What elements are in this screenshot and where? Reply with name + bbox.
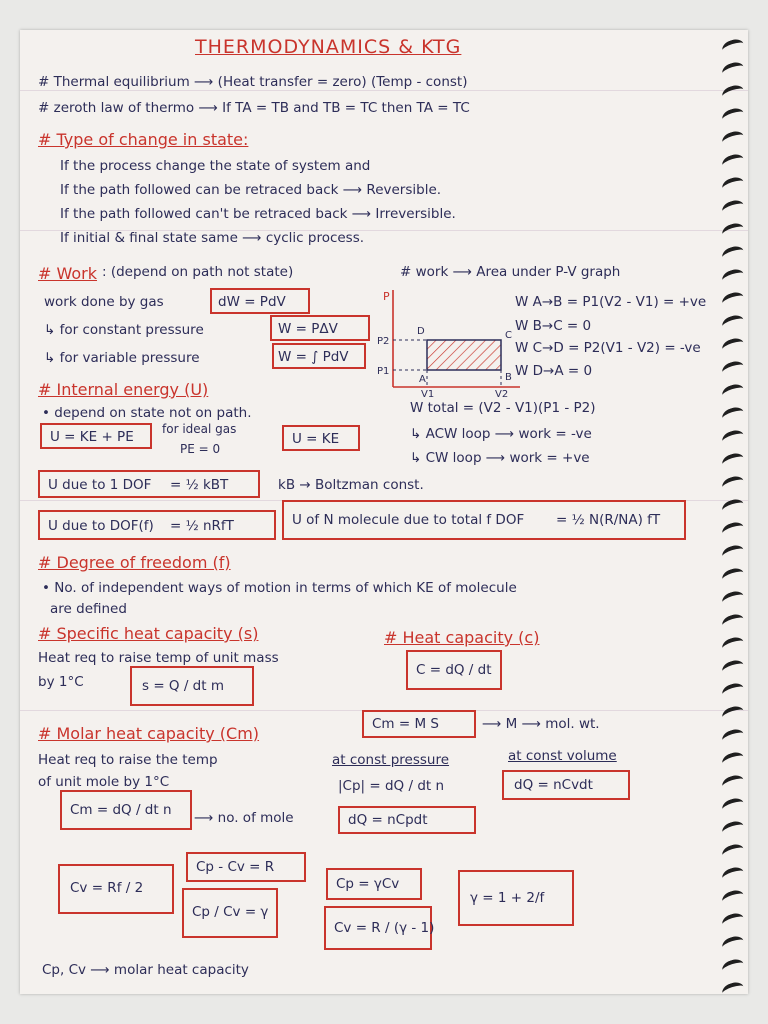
- work-da: W D→A = 0: [515, 363, 593, 379]
- spiral-coil: [720, 980, 745, 1000]
- gamma-ratio-eq: Cp / Cv = γ: [192, 904, 269, 920]
- specific-heat-line-2: by 1°C: [38, 674, 84, 690]
- p2-label: P2: [377, 336, 390, 347]
- cm-ms-eq: Cm = M S: [372, 716, 439, 732]
- spiral-coil: [720, 405, 745, 425]
- spiral-coil: [720, 750, 745, 770]
- page-title: THERMODYNAMICS & KTG: [195, 36, 462, 58]
- var-pressure-eq: W = ∫ PdV: [278, 349, 349, 365]
- work-graph-note: # work ⟶ Area under P-V graph: [400, 264, 621, 280]
- molar-heat-line-1: Heat req to raise the temp: [38, 752, 218, 768]
- spiral-coil: [720, 842, 745, 862]
- dof-line-1: • No. of independent ways of motion in terms of which KE of molecule: [42, 580, 517, 596]
- spiral-coil: [720, 152, 745, 172]
- pe-zero-note: PE = 0: [180, 442, 221, 456]
- cw-loop-line: ↳ CW loop ⟶ work = +ve: [410, 450, 590, 466]
- spiral-coil: [720, 382, 745, 402]
- u-n-molecule-label: U of N molecule due to total f DOF: [292, 512, 525, 528]
- spiral-coil: [720, 129, 745, 149]
- spiral-coil: [720, 83, 745, 103]
- cv-rf-eq: Cv = Rf / 2: [70, 880, 144, 896]
- spiral-coil: [720, 635, 745, 655]
- v1-label: V1: [421, 389, 435, 397]
- ideal-gas-note: for ideal gas: [162, 422, 237, 436]
- mayer-eq: Cp - Cv = R: [196, 859, 275, 875]
- const-pressure-heading: at const pressure: [332, 752, 450, 768]
- acw-loop-line: ↳ ACW loop ⟶ work = -ve: [410, 426, 592, 442]
- u-1dof-label: U due to 1 DOF: [48, 477, 152, 493]
- spiral-coil: [720, 359, 745, 379]
- internal-energy-line-1: • depend on state not on path.: [42, 405, 252, 421]
- cm-eq: Cm = dQ / dt n: [70, 802, 172, 818]
- spiral-coil: [720, 957, 745, 977]
- no-of-mole-note: ⟶ no. of mole: [194, 810, 294, 826]
- spiral-coil: [720, 428, 745, 448]
- spiral-coil: [720, 543, 745, 563]
- heat-capacity-eq: C = dQ / dt: [416, 662, 492, 678]
- dq-cp-eq: dQ = nCpdt: [348, 812, 428, 828]
- const-volume-heading: at const volume: [508, 748, 617, 764]
- types-line-1: If the process change the state of system and: [60, 158, 371, 174]
- pv-graph: [375, 282, 525, 397]
- spiral-coil: [720, 819, 745, 839]
- ke-pe-eq: U = KE + PE: [50, 429, 134, 445]
- spiral-coil: [720, 796, 745, 816]
- cv-gamma-eq: Cv = R / (γ - 1): [334, 920, 435, 936]
- spiral-coil: [720, 612, 745, 632]
- u-dof-eq: = ½ nRfT: [170, 518, 234, 534]
- cp-definition: |Cp| = dQ / dt n: [338, 778, 445, 794]
- spiral-coil: [720, 60, 745, 80]
- work-ab: W A→B = P1(V2 - V1) = +ve: [515, 294, 707, 310]
- heat-capacity-heading: # Heat capacity (c): [384, 628, 540, 647]
- p1-label: P1: [377, 366, 390, 377]
- types-line-2: If the path followed can be retraced back ⟶ Reversible.: [60, 182, 442, 198]
- specific-heat-heading: # Specific heat capacity (s): [38, 624, 259, 643]
- point-a: A: [419, 374, 426, 385]
- dof-line-2: are defined: [50, 601, 127, 617]
- notebook-page: [20, 30, 748, 994]
- molar-heat-line-2: of unit mole by 1°C: [38, 774, 170, 790]
- types-line-4: If initial & final state same ⟶ cyclic process.: [60, 230, 365, 246]
- point-c: C: [505, 330, 512, 341]
- specific-heat-eq: s = Q / dt m: [142, 678, 224, 694]
- work-bc: W B→C = 0: [515, 318, 592, 334]
- const-pressure-label: ↳ for constant pressure: [44, 322, 204, 338]
- spiral-coil: [720, 474, 745, 494]
- internal-energy-heading: # Internal energy (U): [38, 380, 209, 399]
- work-done-label: work done by gas: [44, 294, 164, 310]
- work-note: : (depend on path not state): [102, 264, 294, 280]
- v2-label: V2: [495, 389, 509, 397]
- spiral-coil: [720, 727, 745, 747]
- dof-heading: # Degree of freedom (f): [38, 553, 231, 572]
- const-pressure-eq: W = PΔV: [278, 321, 338, 337]
- spiral-coil: [720, 589, 745, 609]
- spiral-coil: [720, 520, 745, 540]
- spiral-coil: [720, 911, 745, 931]
- var-pressure-label: ↳ for variable pressure: [44, 350, 200, 366]
- spiral-coil: [720, 313, 745, 333]
- spiral-coil: [720, 658, 745, 678]
- spiral-coil: [720, 221, 745, 241]
- cv-definition: dQ = nCvdt: [514, 777, 593, 793]
- molar-heat-heading: # Molar heat capacity (Cm): [38, 724, 260, 743]
- u-ke-eq: U = KE: [292, 431, 340, 447]
- boltzmann-const-note: kB → Boltzman const.: [278, 477, 424, 493]
- types-heading: # Type of change in state:: [38, 130, 249, 149]
- cp-gamma-eq: Cp = γCv: [336, 876, 400, 892]
- cycle-rectangle: [427, 340, 501, 370]
- u-n-molecule-eq: = ½ N(R/NA) fT: [556, 512, 661, 528]
- zeroth-law-line: # zeroth law of thermo ⟶ If TA = TB and TB = TC then TA = TC: [38, 100, 470, 116]
- spiral-coil: [720, 773, 745, 793]
- spiral-coil: [720, 566, 745, 586]
- molar-heat-note: Cp, Cv ⟶ molar heat capacity: [42, 962, 249, 978]
- spiral-coil: [720, 704, 745, 724]
- p-axis-label: P: [383, 290, 390, 303]
- spiral-coil: [720, 106, 745, 126]
- spiral-coil: [720, 244, 745, 264]
- specific-heat-line-1: Heat req to raise temp of unit mass: [38, 650, 279, 666]
- spiral-coil: [720, 451, 745, 471]
- u-dof-label: U due to DOF(f): [48, 518, 154, 534]
- spiral-coil: [720, 37, 745, 57]
- work-cd: W C→D = P2(V1 - V2) = -ve: [515, 340, 701, 356]
- w-total-line: W total = (V2 - V1)(P1 - P2): [410, 400, 596, 416]
- spiral-coil: [720, 336, 745, 356]
- u-1dof-eq: = ½ kBT: [170, 477, 229, 493]
- work-done-eq: dW = PdV: [218, 294, 286, 310]
- spiral-coil: [720, 934, 745, 954]
- point-b: B: [505, 372, 512, 383]
- spiral-coil: [720, 198, 745, 218]
- spiral-coil: [720, 175, 745, 195]
- thermal-equilibrium-line: # Thermal equilibrium ⟶ (Heat transfer = zero) (Temp - const): [38, 74, 468, 90]
- work-heading: # Work: [38, 264, 98, 283]
- spiral-coil: [720, 681, 745, 701]
- ruled-line: [20, 90, 748, 91]
- mol-wt-note: ⟶ M ⟶ mol. wt.: [482, 716, 600, 732]
- point-d: D: [417, 326, 425, 337]
- spiral-coil: [720, 267, 745, 287]
- gamma-f-eq: γ = 1 + 2/f: [470, 890, 545, 906]
- spiral-coil: [720, 865, 745, 885]
- spiral-coil: [720, 888, 745, 908]
- spiral-coil: [720, 290, 745, 310]
- types-line-3: If the path followed can't be retraced back ⟶ Irreversible.: [60, 206, 456, 222]
